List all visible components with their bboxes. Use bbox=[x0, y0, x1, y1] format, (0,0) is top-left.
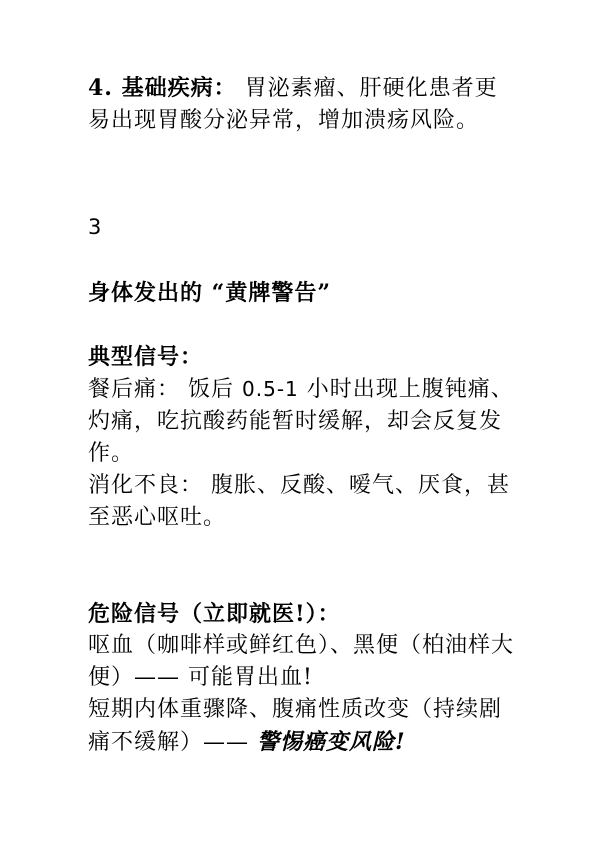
underlying-diseases-label: 4. 基础疾病： bbox=[88, 75, 237, 101]
postmeal-pain-label: 餐后痛： bbox=[88, 377, 181, 402]
indigestion-text: 腹胀、反酸、嗳气、厌食，甚至恶心呕吐。 bbox=[88, 473, 511, 530]
spacer bbox=[88, 137, 518, 211]
paragraph-underlying-diseases bbox=[88, 72, 518, 137]
paragraph-bleeding-signs: 呕血（咖啡样或鲜红色）、黑便（柏油样大便）—— 可能胃出血! bbox=[88, 633, 515, 690]
section-heading: 身体发出的 “黄牌警告” bbox=[88, 280, 331, 306]
cancer-risk-text: 短期内体重骤降、腹痛性质改变（持续剧痛不缓解）—— bbox=[88, 697, 503, 755]
typical-signals-heading: 典型信号： bbox=[88, 344, 204, 370]
spacer bbox=[88, 309, 518, 341]
indigestion-label: 消化不良： bbox=[88, 473, 204, 498]
paragraph-indigestion bbox=[88, 470, 518, 534]
spacer bbox=[88, 243, 518, 277]
postmeal-pain-pre: 饭后 bbox=[180, 377, 243, 402]
spacer bbox=[88, 534, 518, 598]
section-number: 3 bbox=[88, 215, 102, 239]
danger-signals-heading: 危险信号（立即就医!）： bbox=[88, 601, 341, 627]
cancer-risk-warning: 警惕癌变风险! bbox=[257, 729, 406, 755]
paragraph-postmeal-pain bbox=[88, 373, 518, 470]
underlying-diseases-text: 胃泌素瘤、肝硬化患者更易出现胃酸分泌异常，增加溃疡风险。 bbox=[88, 76, 498, 133]
postmeal-pain-time: 0.5-1 bbox=[242, 377, 299, 401]
postmeal-pain-post: 小时出现上腹钝痛、灼痛，吃抗酸药能暂时缓解，却会反复发作。 bbox=[88, 377, 514, 466]
paragraph-cancer-risk bbox=[88, 694, 518, 759]
document-page bbox=[88, 72, 518, 759]
